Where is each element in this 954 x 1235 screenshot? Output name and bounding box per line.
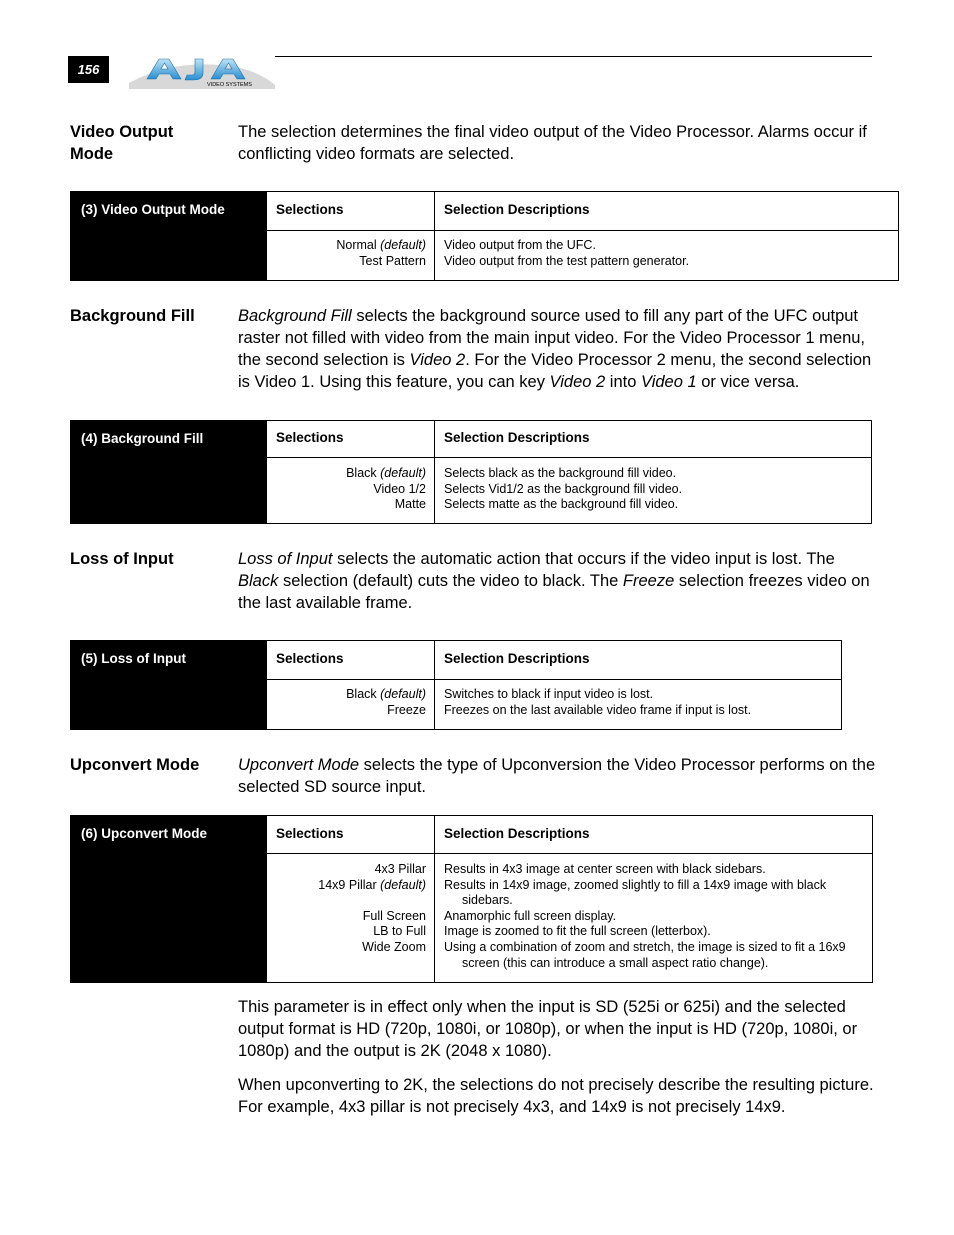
upconvert-note-1: This parameter is in effect only when the input is SD (525i or 625i) and the selected output format is HD (720p, 1080i, or 1080p), or when the input is HD (720p, 1080i, or 1080p) and the output is 2K (2048 x 1080). xyxy=(238,998,858,1060)
table-label: (3) Video Output Mode xyxy=(71,192,266,280)
column-header-descriptions: Selection Descriptions xyxy=(434,192,898,230)
loss-of-input-heading: Loss of Input xyxy=(70,550,174,568)
descriptions-cell: Switches to black if input video is lost. Freezes on the last available video frame if input is lost. xyxy=(444,687,752,717)
background-fill-heading: Background Fill xyxy=(70,307,195,325)
loss-of-input-table xyxy=(70,640,842,730)
column-header-selections: Selections xyxy=(266,816,434,853)
header-rule xyxy=(275,56,872,57)
table-label: (6) Upconvert Mode xyxy=(71,816,266,982)
background-fill-table xyxy=(70,420,872,524)
background-fill-body: Background Fill selects the background source used to fill any part of the UFC output raster not filled with video from the main input video. For the Video Processor 1 menu, the second selection is Video 2. For the Video Processor 2 menu, the second selection is Video 1. Using this feature, you can key Video 2 into Video 1 or vice versa. xyxy=(238,307,872,391)
aja-logo xyxy=(129,55,275,89)
upconvert-body: Upconvert Mode selects the type of Upconversion the Video Processor performs on the selected SD source input. xyxy=(238,756,876,796)
column-header-descriptions: Selection Descriptions xyxy=(434,421,871,457)
selections-cell: Black (default) Video 1/2 Matte xyxy=(346,466,426,512)
column-header-descriptions: Selection Descriptions xyxy=(434,816,872,853)
upconvert-table xyxy=(70,815,873,983)
descriptions-cell: Results in 4x3 image at center screen with black sidebars. Results in 14x9 image, zoomed slightly to fill a 14x9 image with black sidebars. Anamorphic full screen display. Image is zoomed to fit the full screen (letterbox). Using a combination of zoom and stretch, the image is sized to fit a 16x9 screen (this can introduce a small aspect ratio change). xyxy=(444,862,846,970)
column-header-selections: Selections xyxy=(266,421,434,457)
loss-of-input-body: Loss of Input selects the automatic action that occurs if the video input is lost. The Black selection (default) cuts the video to black. The Freeze selection freezes video on the last available frame. xyxy=(238,550,870,612)
column-header-descriptions: Selection Descriptions xyxy=(434,641,841,679)
descriptions-cell: Selects black as the background fill video. Selects Vid1/2 as the background fill video. Selects matte as the background fill video. xyxy=(444,466,683,512)
selections-cell: 4x3 Pillar 14x9 Pillar (default) Full Screen LB to Full Wide Zoom xyxy=(318,862,426,954)
page-number: 156 xyxy=(68,56,109,83)
descriptions-cell: Video output from the UFC. Video output from the test pattern generator. xyxy=(444,238,690,268)
video-output-table xyxy=(70,191,899,281)
selections-cell: Normal (default) Test Pattern xyxy=(336,238,426,268)
video-output-body: The selection determines the final video output of the Video Processor. Alarms occur if conflicting video formats are selected. xyxy=(238,123,867,163)
upconvert-note-2: When upconverting to 2K, the selections do not precisely describe the resulting picture. For example, 4x3 pillar is not precisely 4x3, and 14x9 is not precisely 14x9. xyxy=(238,1076,874,1116)
logo-subtext: VIDEO SYSTEMS xyxy=(207,82,252,88)
table-label: (5) Loss of Input xyxy=(71,641,266,729)
column-header-selections: Selections xyxy=(266,641,434,679)
selections-cell: Black (default) Freeze xyxy=(346,687,426,717)
video-output-heading: Video Output Mode xyxy=(70,123,174,163)
column-header-selections: Selections xyxy=(266,192,434,230)
upconvert-heading: Upconvert Mode xyxy=(70,756,200,774)
table-label: (4) Background Fill xyxy=(71,421,266,523)
